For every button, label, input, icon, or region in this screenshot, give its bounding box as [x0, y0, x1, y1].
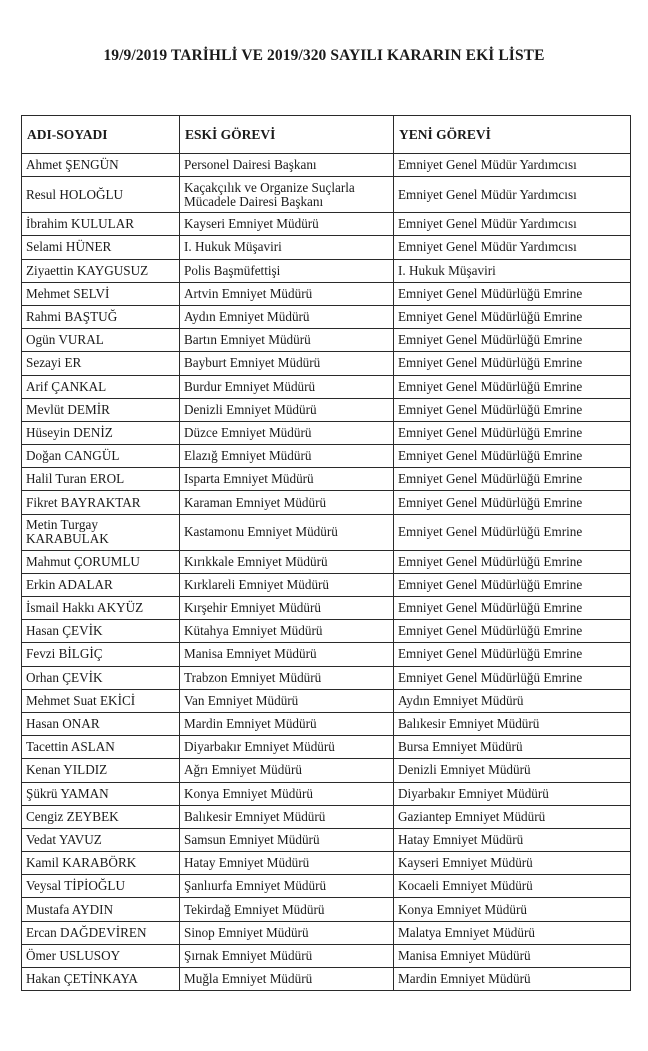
- table-row: [22, 259, 631, 282]
- cell-name: Orhan ÇEVİK: [22, 666, 180, 689]
- cell-new-position: Konya Emniyet Müdürü: [394, 898, 631, 921]
- cell-old-position: Personel Dairesi Başkanı: [180, 154, 394, 177]
- cell-name: Fevzi BİLGİÇ: [22, 643, 180, 666]
- table-row: [22, 573, 631, 596]
- cell-old-position: Trabzon Emniyet Müdürü: [180, 666, 394, 689]
- cell-old-position: Mardin Emniyet Müdürü: [180, 712, 394, 735]
- cell-new-position: Emniyet Genel Müdürlüğü Emrine: [394, 468, 631, 491]
- cell-old-position: Balıkesir Emniyet Müdürü: [180, 805, 394, 828]
- cell-old-position: Isparta Emniyet Müdürü: [180, 468, 394, 491]
- table-row: [22, 421, 631, 444]
- cell-old-position: Hatay Emniyet Müdürü: [180, 852, 394, 875]
- table-row: [22, 468, 631, 491]
- cell-name: Vedat YAVUZ: [22, 828, 180, 851]
- table-row: [22, 398, 631, 421]
- table-row: [22, 620, 631, 643]
- table-row: [22, 689, 631, 712]
- table-row: [22, 968, 631, 991]
- cell-old-position: Manisa Emniyet Müdürü: [180, 643, 394, 666]
- table-row: [22, 550, 631, 573]
- cell-name: Ercan DAĞDEVİREN: [22, 921, 180, 944]
- cell-old-position: Düzce Emniyet Müdürü: [180, 421, 394, 444]
- cell-old-position: Samsun Emniyet Müdürü: [180, 828, 394, 851]
- cell-name: Mehmet Suat EKİCİ: [22, 689, 180, 712]
- cell-old-position: Muğla Emniyet Müdürü: [180, 968, 394, 991]
- cell-new-position: Kocaeli Emniyet Müdürü: [394, 875, 631, 898]
- table-row: [22, 305, 631, 328]
- table-row: [22, 643, 631, 666]
- cell-new-position: Emniyet Genel Müdürlüğü Emrine: [394, 643, 631, 666]
- cell-new-position: Emniyet Genel Müdürlüğü Emrine: [394, 352, 631, 375]
- cell-name: Kamil KARABÖRK: [22, 852, 180, 875]
- table-row: [22, 666, 631, 689]
- table-row: [22, 782, 631, 805]
- cell-name: İsmail Hakkı AKYÜZ: [22, 597, 180, 620]
- cell-name: Hüseyin DENİZ: [22, 421, 180, 444]
- cell-old-position: Van Emniyet Müdürü: [180, 689, 394, 712]
- cell-new-position: Emniyet Genel Müdürlüğü Emrine: [394, 329, 631, 352]
- cell-new-position: Emniyet Genel Müdürlüğü Emrine: [394, 491, 631, 514]
- cell-new-position: Aydın Emniyet Müdürü: [394, 689, 631, 712]
- cell-old-position: Artvin Emniyet Müdürü: [180, 282, 394, 305]
- cell-new-position: Emniyet Genel Müdürlüğü Emrine: [394, 573, 631, 596]
- cell-new-position: Emniyet Genel Müdürlüğü Emrine: [394, 666, 631, 689]
- cell-old-position: Diyarbakır Emniyet Müdürü: [180, 736, 394, 759]
- cell-name: Ziyaettin KAYGUSUZ: [22, 259, 180, 282]
- cell-name: Doğan CANGÜL: [22, 445, 180, 468]
- cell-name: Ogün VURAL: [22, 329, 180, 352]
- header-row: [22, 116, 631, 154]
- cell-name: Hakan ÇETİNKAYA: [22, 968, 180, 991]
- cell-old-position: Kayseri Emniyet Müdürü: [180, 213, 394, 236]
- table-row: [22, 177, 631, 213]
- cell-new-position: Diyarbakır Emniyet Müdürü: [394, 782, 631, 805]
- cell-old-position: Şanlıurfa Emniyet Müdürü: [180, 875, 394, 898]
- cell-old-position: Kırşehir Emniyet Müdürü: [180, 597, 394, 620]
- table-row: [22, 352, 631, 375]
- cell-new-position: Emniyet Genel Müdürlüğü Emrine: [394, 282, 631, 305]
- cell-name: Kenan YILDIZ: [22, 759, 180, 782]
- cell-name: Hasan ÇEVİK: [22, 620, 180, 643]
- cell-old-position: Aydın Emniyet Müdürü: [180, 305, 394, 328]
- table-row: [22, 921, 631, 944]
- cell-new-position: Emniyet Genel Müdürlüğü Emrine: [394, 445, 631, 468]
- cell-new-position: Emniyet Genel Müdür Yardımcısı: [394, 236, 631, 259]
- cell-new-position: Emniyet Genel Müdürlüğü Emrine: [394, 550, 631, 573]
- table-row: [22, 282, 631, 305]
- cell-name: Mehmet SELVİ: [22, 282, 180, 305]
- table-row: [22, 213, 631, 236]
- cell-new-position: I. Hukuk Müşaviri: [394, 259, 631, 282]
- table-row: [22, 736, 631, 759]
- cell-new-position: Emniyet Genel Müdürlüğü Emrine: [394, 398, 631, 421]
- cell-new-position: Kayseri Emniyet Müdürü: [394, 852, 631, 875]
- header-new-position: YENİ GÖREVİ: [394, 116, 631, 154]
- table-body: [22, 154, 631, 991]
- cell-old-position: Karaman Emniyet Müdürü: [180, 491, 394, 514]
- cell-old-position: Polis Başmüfettişi: [180, 259, 394, 282]
- cell-name: Halil Turan EROL: [22, 468, 180, 491]
- cell-new-position: Emniyet Genel Müdürlüğü Emrine: [394, 597, 631, 620]
- table-row: [22, 597, 631, 620]
- table-row: [22, 236, 631, 259]
- cell-name: Mustafa AYDIN: [22, 898, 180, 921]
- header-name: ADI-SOYADI: [22, 116, 180, 154]
- cell-old-position: Ağrı Emniyet Müdürü: [180, 759, 394, 782]
- cell-new-position: Emniyet Genel Müdür Yardımcısı: [394, 154, 631, 177]
- cell-old-position: Bayburt Emniyet Müdürü: [180, 352, 394, 375]
- table-row: [22, 329, 631, 352]
- cell-new-position: Mardin Emniyet Müdürü: [394, 968, 631, 991]
- cell-name: Şükrü YAMAN: [22, 782, 180, 805]
- table-row: [22, 712, 631, 735]
- cell-new-position: Balıkesir Emniyet Müdürü: [394, 712, 631, 735]
- table-row: [22, 828, 631, 851]
- cell-new-position: Bursa Emniyet Müdürü: [394, 736, 631, 759]
- appointment-table: [21, 115, 631, 991]
- cell-old-position: Sinop Emniyet Müdürü: [180, 921, 394, 944]
- table-row: [22, 375, 631, 398]
- cell-name: Ömer USLUSOY: [22, 944, 180, 967]
- cell-new-position: Emniyet Genel Müdürlüğü Emrine: [394, 620, 631, 643]
- cell-new-position: Malatya Emniyet Müdürü: [394, 921, 631, 944]
- cell-old-position: Kırklareli Emniyet Müdürü: [180, 573, 394, 596]
- cell-new-position: Emniyet Genel Müdürlüğü Emrine: [394, 514, 631, 550]
- table-row: [22, 805, 631, 828]
- cell-new-position: Emniyet Genel Müdür Yardımcısı: [394, 213, 631, 236]
- table-row: [22, 154, 631, 177]
- cell-new-position: Emniyet Genel Müdürlüğü Emrine: [394, 421, 631, 444]
- table-row: [22, 514, 631, 550]
- table-header: [22, 116, 631, 154]
- cell-old-position: Bartın Emniyet Müdürü: [180, 329, 394, 352]
- cell-new-position: Emniyet Genel Müdür Yardımcısı: [394, 177, 631, 213]
- cell-old-position: Kütahya Emniyet Müdürü: [180, 620, 394, 643]
- cell-name: Mevlüt DEMİR: [22, 398, 180, 421]
- cell-old-position: Kırıkkale Emniyet Müdürü: [180, 550, 394, 573]
- cell-name: Mahmut ÇORUMLU: [22, 550, 180, 573]
- table-row: [22, 759, 631, 782]
- cell-new-position: Emniyet Genel Müdürlüğü Emrine: [394, 305, 631, 328]
- cell-old-position: Kaçakçılık ve Organize Suçlarla Mücadele Dairesi Başkanı: [180, 177, 394, 213]
- cell-name: Selami HÜNER: [22, 236, 180, 259]
- cell-name: Arif ÇANKAL: [22, 375, 180, 398]
- cell-old-position: Tekirdağ Emniyet Müdürü: [180, 898, 394, 921]
- table-row: [22, 898, 631, 921]
- cell-name: Sezayi ER: [22, 352, 180, 375]
- document-title: 19/9/2019 TARİHLİ VE 2019/320 SAYILI KARARIN EKİ LİSTE: [103, 47, 545, 64]
- cell-old-position: Konya Emniyet Müdürü: [180, 782, 394, 805]
- cell-name: Veysal TİPİOĞLU: [22, 875, 180, 898]
- cell-new-position: Hatay Emniyet Müdürü: [394, 828, 631, 851]
- table-row: [22, 944, 631, 967]
- cell-name: İbrahim KULULAR: [22, 213, 180, 236]
- cell-new-position: Emniyet Genel Müdürlüğü Emrine: [394, 375, 631, 398]
- cell-old-position: Kastamonu Emniyet Müdürü: [180, 514, 394, 550]
- cell-old-position: Şırnak Emniyet Müdürü: [180, 944, 394, 967]
- cell-name: Metin Turgay KARABULAK: [22, 514, 180, 550]
- cell-name: Hasan ONAR: [22, 712, 180, 735]
- table-row: [22, 445, 631, 468]
- cell-old-position: I. Hukuk Müşaviri: [180, 236, 394, 259]
- header-old-position: ESKİ GÖREVİ: [180, 116, 394, 154]
- cell-name: Tacettin ASLAN: [22, 736, 180, 759]
- cell-old-position: Denizli Emniyet Müdürü: [180, 398, 394, 421]
- cell-name: Erkin ADALAR: [22, 573, 180, 596]
- cell-new-position: Denizli Emniyet Müdürü: [394, 759, 631, 782]
- cell-new-position: Manisa Emniyet Müdürü: [394, 944, 631, 967]
- table-row: [22, 875, 631, 898]
- cell-name: Fikret BAYRAKTAR: [22, 491, 180, 514]
- cell-name: Cengiz ZEYBEK: [22, 805, 180, 828]
- cell-name: Rahmi BAŞTUĞ: [22, 305, 180, 328]
- cell-old-position: Burdur Emniyet Müdürü: [180, 375, 394, 398]
- cell-old-position: Elazığ Emniyet Müdürü: [180, 445, 394, 468]
- table-row: [22, 491, 631, 514]
- cell-new-position: Gaziantep Emniyet Müdürü: [394, 805, 631, 828]
- cell-name: Resul HOLOĞLU: [22, 177, 180, 213]
- cell-name: Ahmet ŞENGÜN: [22, 154, 180, 177]
- table-row: [22, 852, 631, 875]
